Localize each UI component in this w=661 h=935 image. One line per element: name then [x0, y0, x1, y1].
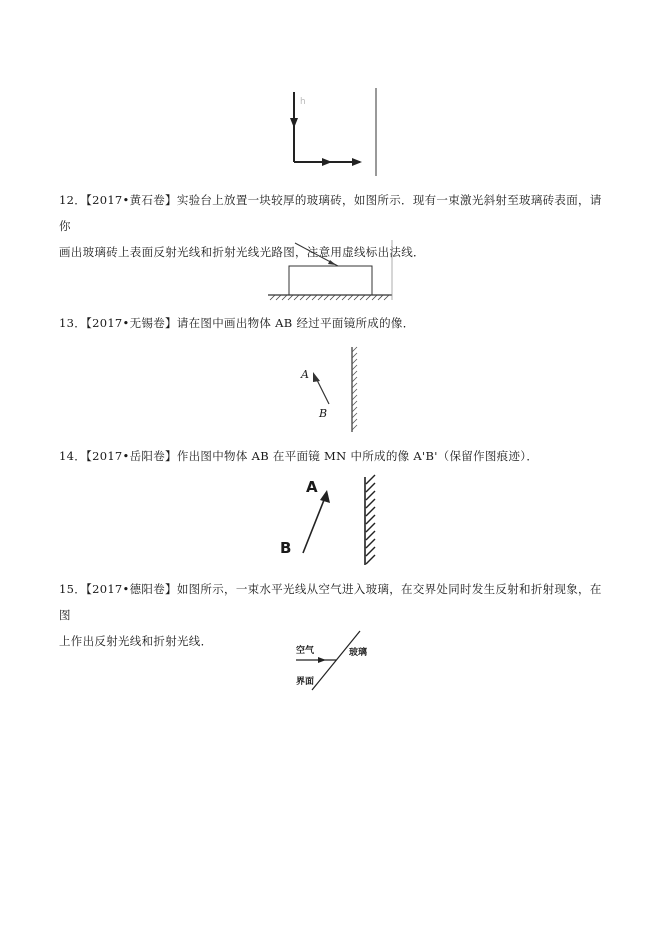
question-13-line-1: 13．【2017•无锡卷】请在图中画出物体 AB 经过平面镜所成的像． — [59, 316, 415, 330]
question-12-line-1: 12．【2017•黄石卷】实验台上放置一块较厚的玻璃砖，如图所示．现有一束激光斜射至玻璃砖表面，请你 — [59, 193, 602, 233]
question-15-line-1: 15．【2017•德阳卷】如图所示，一束水平光线从空气进入玻璃，在交界处同时发生反射和折射现象，在图 — [59, 582, 602, 622]
figure-15-label-glass: 玻璃 — [349, 648, 368, 658]
figure-13-label-b: B — [319, 407, 328, 420]
figure-13-label-a: A — [301, 368, 309, 381]
question-15-line-2: 上作出反射光线和折射光线． — [59, 634, 213, 648]
question-12-line-2: 画出玻璃砖上表面反射光线和折射光线光路图，注意用虚线标出法线． — [59, 245, 425, 259]
figure-14-label-a: A — [306, 478, 318, 496]
figure-15-label-air: 空气 — [296, 646, 315, 656]
figure-15-label-interface: 界面 — [296, 677, 315, 687]
figure-14-label-b: B — [280, 539, 292, 557]
question-14-line-1: 14．【2017•岳阳卷】作出图中物体 AB 在平面镜 MN 中所成的像 A'B'（保留作图痕迹）． — [59, 449, 539, 463]
svg-text:h: h — [300, 97, 306, 107]
